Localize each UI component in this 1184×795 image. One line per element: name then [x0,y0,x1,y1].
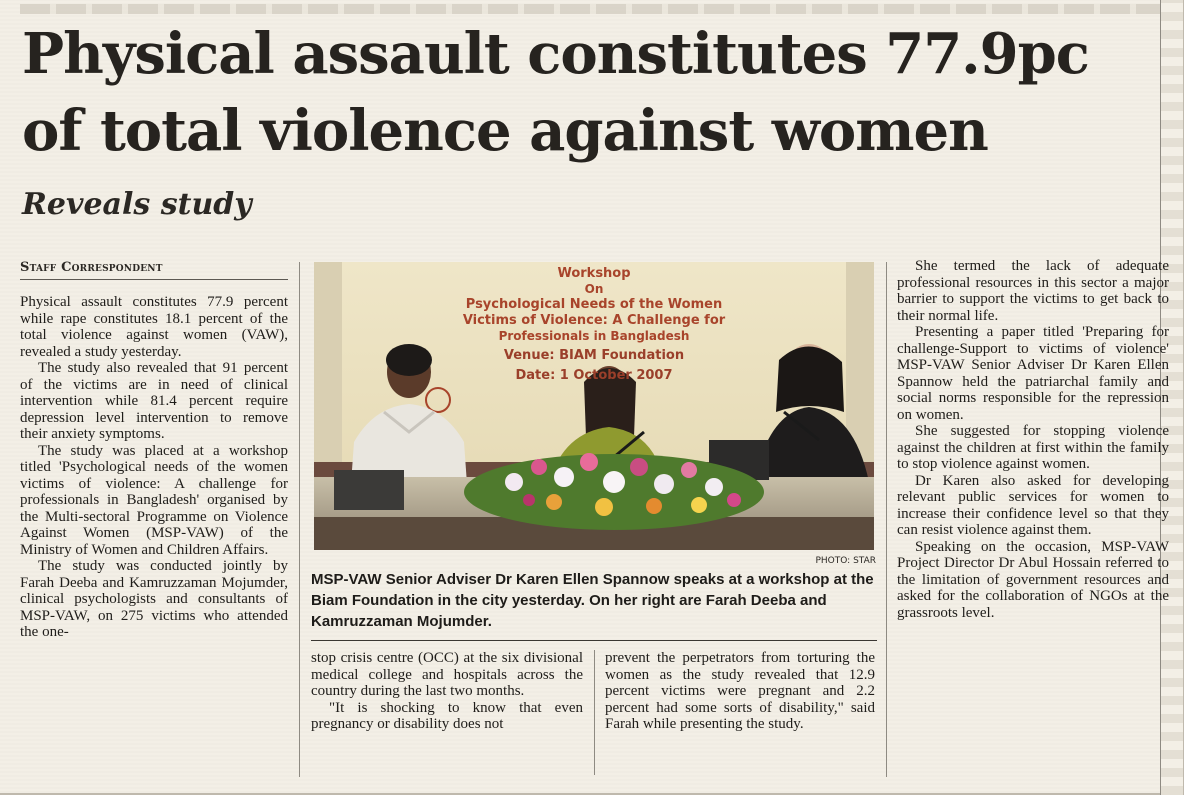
body-column-3 [605,650,875,733]
paragraph: Speaking on the occasion, MSP-VAW Project Director Dr Abul Hossain referred to the limitation of government resources and asked for the collaboration of NGOs at the grassroots level. [897,538,1169,621]
paragraph: prevent the perpetrators from torturing the women as the study revealed that 12.9 percent victims were pregnant and 2.2 percent had some sorts of disability," said Farah while presenting the study. [605,650,875,732]
paragraph: The study was placed at a workshop titled 'Psychological needs of the women victims of violence: A challenge for professionals in Bangladesh' organised by the Multi-sectoral Programme on Violence Against Women (MSP-VAW) of the Ministry of Women and Children Affairs. [20,442,288,558]
banner-line: On [584,282,604,296]
workshop-photo [314,262,874,550]
paragraph: She termed the lack of adequate professional resources in this sector a major barrier to support the victims to get back to their normal life. [897,258,1169,324]
paragraph: Dr Karen also asked for developing relevant public services for women to increase their confidence level so that they can resist violence against them. [897,472,1169,538]
paragraph: Presenting a paper titled 'Preparing for challenge-Support to victims of violence' MSP-VAW Senior Adviser Dr Karen Ellen Spannow held the patriarchal family and social norms responsible for the repression on women. [897,324,1169,423]
deck-subheadline: Reveals study [22,187,252,222]
paragraph: She suggested for stopping violence against the children at first within the family to stop violence against women. [897,423,1169,472]
paragraph: The study was conducted jointly by Farah Deeba and Kamruzzaman Mojumder, clinical psychologists and consultants of MSP-VAW, on 275 victims who attended the one- [20,558,288,640]
photo-credit: PHOTO: STAR [815,556,876,566]
body-column-2 [311,650,583,733]
banner-line: Psychological Needs of the Women [465,297,723,312]
headline-line-2: of total violence against women [22,98,988,164]
banner-line: Professionals in Bangladesh [498,329,690,343]
body-column-1 [20,294,288,641]
headline-line-1: Physical assault constitutes 77.9pc [22,21,1089,87]
byline [20,260,288,280]
paragraph: "It is shocking to know that even pregnancy or disability does not [311,699,583,732]
banner-line: Venue: BIAM Foundation [503,348,685,363]
column-divider [299,262,300,777]
paragraph: stop crisis centre (OCC) at the six divisional medical college and hospitals across the country during the last two months. [311,650,583,699]
paragraph: The study also revealed that 91 percent of the victims are in need of clinical intervention while 81.4 percent require depression level intervention to remove their anxiety symptoms. [20,360,288,442]
body-column-4 [897,258,1169,621]
banner-line: Workshop [557,266,631,281]
previous-article-edge [20,4,1170,14]
banner-line: Victims of Violence: A Challenge for [462,313,726,328]
banner-line: Date: 1 October 2007 [515,368,673,383]
photo-caption: MSP-VAW Senior Adviser Dr Karen Ellen Spannow speaks at a workshop at the Biam Foundation in the city yesterday. On her right are Farah Deeba and Kamruzzaman Mojumder. [311,569,877,641]
column-divider [886,262,887,777]
column-divider [594,650,595,775]
paragraph: Physical assault constitutes 77.9 percent while rape constitutes 18.1 percent of the total violence against women (VAW), revealed a study yesterday. [20,294,288,360]
byline-text: Staff Correspondent [20,260,163,275]
